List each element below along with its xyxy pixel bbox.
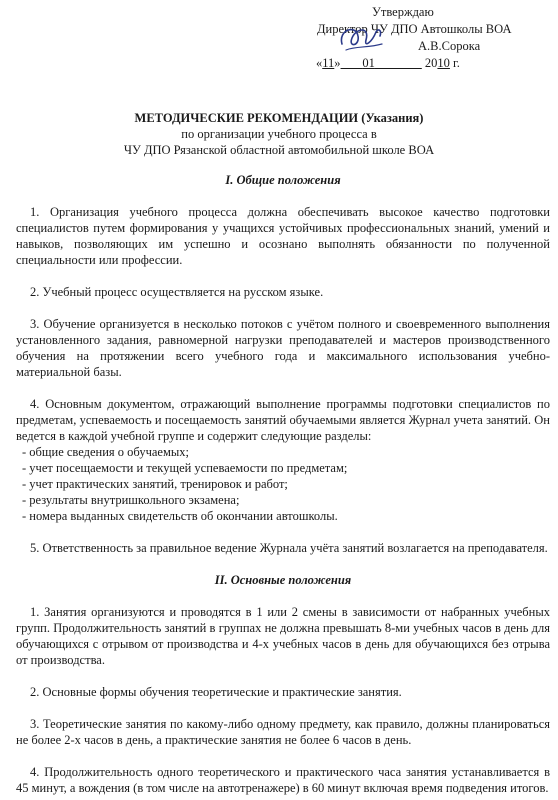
- section-1-paragraph-1: 1. Организация учебного процесса должна обеспечивать высокое качество подготовки специалистов путем формирования у учащихся устойчивых профессиональных знаний, умений и навыков, позволяющих им успешно и осознано выполнять обязанности по полученной специальности или профессии.: [16, 205, 550, 267]
- document-title: [0, 110, 558, 158]
- section-2-heading: II. Основные положения: [214, 573, 352, 587]
- date-year-prefix: 20: [424, 56, 438, 70]
- section-1-paragraph-2: 2. Учебный процесс осуществляется на русском языке.: [30, 285, 324, 299]
- list-item: - учет практических занятий, тренировок и работ;: [22, 477, 288, 491]
- title-line-3: ЧУ ДПО Рязанской областной автомобильной школе ВОА: [123, 143, 435, 157]
- approval-heading: Утверждаю: [372, 5, 434, 19]
- section-2-paragraph-3: 3. Теоретические занятия по какому-либо одному предмету, как правило, должны планироваться не более 2-х часов в день, а практические занятия не более 6 часов в день.: [16, 717, 550, 747]
- date-day: 11: [322, 56, 335, 70]
- section-2-paragraph-2: 2. Основные формы обучения теоретические и практические занятия.: [30, 685, 402, 699]
- section-1-paragraph-3: 3. Обучение организуется в несколько потоков с учётом полного и своевременного выполнения установленного задания, равномерной нагрузки преподавателей и мастеров производственного обучения на протяжении всего учебного года и максимального использования учебно-материальной базы.: [16, 317, 550, 379]
- document-body: [16, 172, 550, 796]
- section-1-paragraph-4: 4. Основным документом, отражающий выполнение программы подготовки специалистов по предметам, успеваемость и посещаемость занятий обучаемыми является Журнал учета занятий. Он ведется в каждой учебной группе и содержит следующие разделы:: [16, 397, 550, 443]
- list-item: - результаты внутришкольного экзамена;: [22, 493, 240, 507]
- date-month: [341, 56, 422, 70]
- approval-date: [300, 55, 550, 72]
- section-1-paragraph-5: 5. Ответственность за правильное ведение Журнала учёта занятий возлагается на преподавателя.: [30, 541, 548, 555]
- date-close-quote: »: [334, 56, 341, 70]
- date-month-value: 01: [362, 56, 375, 70]
- list-item: - учет посещаемости и текущей успеваемости по предметам;: [22, 461, 348, 475]
- title-line-2: по организации учебного процесса в: [181, 127, 377, 141]
- list-item: - общие сведения о обучаемых;: [22, 445, 189, 459]
- section-2-paragraph-1: 1. Занятия организуются и проводятся в 1 или 2 смены в зависимости от набранных учебных групп. Продолжительность занятий в группах не должна превышать 8-ми учебных часов в день для обучающихся с отрывом от производства и 4-х учебных часов в день для обучающихся без отрыва от производства.: [16, 605, 550, 667]
- section-1-heading: I. Общие положения: [225, 173, 341, 187]
- date-suffix: г.: [453, 56, 460, 70]
- list-item: - номера выданных свидетельств об окончании автошколы.: [22, 509, 338, 523]
- approval-position: Директор ЧУ ДПО Автошколы ВОА: [317, 22, 512, 36]
- section-2-paragraph-4: 4. Продолжительность одного теоретического и практического часа занятия устанавливается в 45 минут, а вождения (в том числе на автотренажере) в 60 минут включая время подведения итогов.: [16, 765, 550, 795]
- date-open-quote: «: [316, 56, 323, 70]
- handwritten-signature: [336, 18, 384, 56]
- signatory-name: А.В.Сорока: [418, 39, 481, 53]
- date-year: 10: [437, 56, 450, 70]
- title-main: МЕТОДИЧЕСКИЕ РЕКОМЕНДАЦИИ (Указания): [134, 111, 424, 125]
